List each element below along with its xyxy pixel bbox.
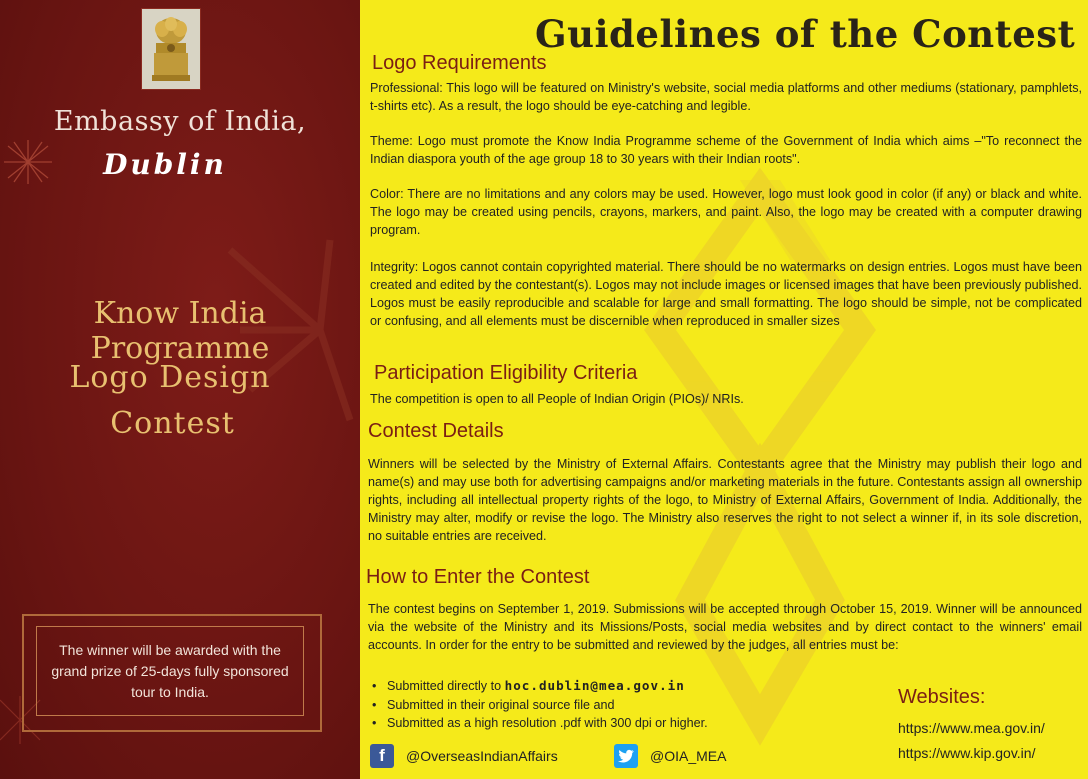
facebook-social[interactable] <box>370 744 558 768</box>
contest-name-line1: Logo Design <box>69 360 271 395</box>
facebook-handle: @OverseasIndianAffairs <box>406 748 558 764</box>
eligibility-heading: Participation Eligibility Criteria <box>374 362 638 384</box>
embassy-city: Dublin <box>103 148 227 181</box>
contest-name-line2: Contest <box>110 406 235 441</box>
page-title: Guidelines of the Contest <box>535 12 1076 56</box>
theme-paragraph: Theme: Logo must promote the Know India Programme scheme of the Government of India which aims –"To reconnect the Indian diaspora youth of the age group 18 to 30 years with their Indian roots". <box>370 134 1082 166</box>
list-item: • Submitted in their original source file and <box>370 696 708 715</box>
mea-website-link[interactable]: https://www.mea.gov.in/ <box>898 720 1045 736</box>
twitter-icon <box>614 744 638 768</box>
twitter-handle: @OIA_MEA <box>650 748 727 764</box>
bullet1-prefix: Submitted directly to <box>387 679 502 693</box>
facebook-icon: f <box>370 744 394 768</box>
color-paragraph: Color: There are no limitations and any colors may be used. However, logo must look good in color (if any) or black and white. The logo may be created using pencils, crayons, markers, and paint. Also, the logo may be created with a computer drawing program. <box>370 187 1082 237</box>
list-item: • Submitted as a high resolution .pdf with 300 dpi or higher. <box>370 714 708 733</box>
right-panel <box>360 0 1088 779</box>
programme-name: Know India Programme <box>90 296 270 366</box>
embassy-name: Embassy of India, <box>53 106 307 137</box>
submission-requirements-list <box>370 677 708 733</box>
list-item <box>370 677 708 696</box>
logo-requirements-heading: Logo Requirements <box>372 52 547 74</box>
websites-heading: Websites: <box>898 686 986 708</box>
contest-email-link[interactable]: hoc.dublin@mea.gov.in <box>504 678 685 693</box>
professional-paragraph: Professional: This logo will be featured on Ministry's website, social media platforms and other mediums (stationary, pamphlets, t-shirts etc). As a result, the logo should be eye-catching and legible. <box>370 81 1082 113</box>
national-emblem-icon <box>141 8 201 90</box>
kip-website-link[interactable]: https://www.kip.gov.in/ <box>898 745 1036 761</box>
integrity-paragraph: Integrity: Logos cannot contain copyrighted material. There should be no watermarks on design entries. Logos must have been created and edited by the contestant(s). Logos may not include images or licensed images that have been previously published. Logos must be easily reproducible and scalable for large and small formatting. The logo should be simple, not be complicated or confusing, and all elements must be discernible when reproduced in smaller sizes <box>370 260 1082 328</box>
how-to-enter-heading: How to Enter the Contest <box>366 566 590 588</box>
prize-text: The winner will be awarded with the grand prize of 25-days fully sponsored tour to India. <box>36 626 304 716</box>
how-to-enter-text: The contest begins on September 1, 2019. Submissions will be accepted through October 15, 2019. Winner will be announced via the website of the Ministry and its Missions/Posts, social media websites and by direct contact to the winners' email accounts. In order for the entry to be submitted and reviewed by the judges, all entries must be: <box>368 602 1082 652</box>
left-panel <box>0 0 360 779</box>
contest-details-heading: Contest Details <box>368 420 504 442</box>
eligibility-text: The competition is open to all People of Indian Origin (PIOs)/ NRIs. <box>370 392 744 406</box>
contest-details-text: Winners will be selected by the Ministry of External Affairs. Contestants agree that the Ministry may publish their logo and name(s) and may use both for advertising campaigns and/or marketing materials in the future. Contestants assign all ownership rights, including all intellectual property rights of the logo, to Ministry of External Affairs, Government of India. Additionally, the Ministry may alter, modify or revise the logo. The Ministry also reserves the right to not select a winner if, in its sole discretion, no suitable entries are received. <box>368 457 1082 543</box>
twitter-social[interactable] <box>614 744 726 768</box>
